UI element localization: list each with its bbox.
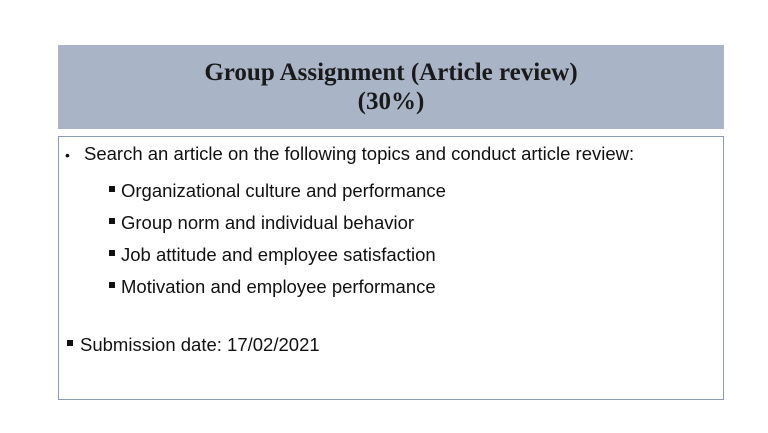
list-item — [109, 271, 446, 303]
slide-title-line-1: Group Assignment (Article review) — [204, 59, 578, 86]
topic-text: Organizational culture and performance — [121, 180, 446, 201]
list-item — [109, 175, 446, 207]
intro-bullet-item — [65, 143, 634, 165]
square-bullet-icon — [67, 340, 73, 346]
square-bullet-icon — [109, 282, 115, 288]
square-bullet-icon — [109, 250, 115, 256]
round-bullet-icon: • — [65, 147, 70, 163]
square-bullet-icon — [109, 186, 115, 192]
slide-content-box — [58, 136, 724, 400]
slide-title-line-2: (30%) — [357, 88, 425, 115]
slide-title-bar — [58, 45, 724, 129]
topic-list — [109, 175, 446, 303]
list-item — [109, 239, 446, 271]
topic-text: Group norm and individual behavior — [121, 212, 415, 233]
list-item — [109, 207, 446, 239]
submission-date-item — [67, 334, 320, 356]
intro-text: Search an article on the following topics and conduct article review: — [84, 143, 635, 164]
square-bullet-icon — [109, 218, 115, 224]
topic-text: Job attitude and employee satisfaction — [121, 244, 436, 265]
submission-date-text: Submission date: 17/02/2021 — [80, 334, 320, 355]
topic-text: Motivation and employee performance — [121, 276, 436, 297]
